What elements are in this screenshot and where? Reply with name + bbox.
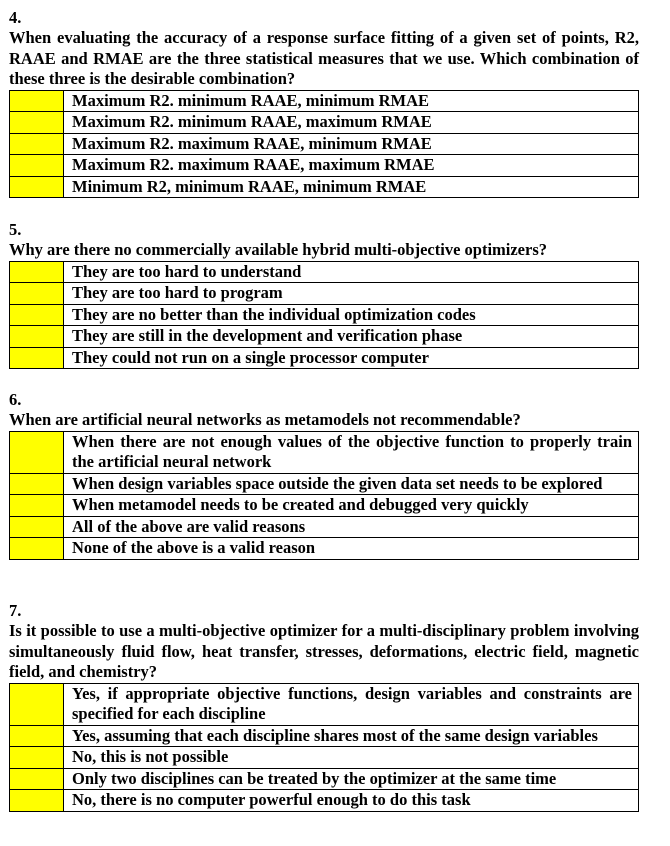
option-row bbox=[10, 347, 639, 369]
option-row bbox=[10, 112, 639, 134]
option-text: No, there is no computer powerful enough to do this task bbox=[64, 790, 639, 812]
option-row bbox=[10, 473, 639, 495]
option-text: They could not run on a single processor computer bbox=[64, 347, 639, 369]
option-text: Maximum R2. minimum RAAE, minimum RMAE bbox=[64, 90, 639, 112]
option-row bbox=[10, 538, 639, 560]
answer-box[interactable] bbox=[10, 538, 64, 560]
answer-box[interactable] bbox=[10, 90, 64, 112]
answer-box[interactable] bbox=[10, 768, 64, 790]
question-4 bbox=[9, 8, 639, 198]
option-row bbox=[10, 683, 639, 725]
question-text: Why are there no commercially available hybrid multi-objective optimizers? bbox=[9, 240, 547, 259]
option-row bbox=[10, 747, 639, 769]
option-text: Only two disciplines can be treated by the optimizer at the same time bbox=[64, 768, 639, 790]
option-text: Yes, assuming that each discipline shares most of the same design variables bbox=[64, 725, 639, 747]
answer-box[interactable] bbox=[10, 516, 64, 538]
question-number: 5. bbox=[9, 220, 22, 239]
option-row bbox=[10, 790, 639, 812]
options-table bbox=[9, 683, 639, 812]
option-text: They are too hard to program bbox=[64, 283, 639, 305]
option-row bbox=[10, 155, 639, 177]
question-number: 4. bbox=[9, 8, 22, 27]
option-text: All of the above are valid reasons bbox=[64, 516, 639, 538]
answer-box[interactable] bbox=[10, 725, 64, 747]
options-table bbox=[9, 261, 639, 370]
option-text: Maximum R2. maximum RAAE, maximum RMAE bbox=[64, 155, 639, 177]
answer-box[interactable] bbox=[10, 304, 64, 326]
answer-box[interactable] bbox=[10, 347, 64, 369]
answer-box[interactable] bbox=[10, 790, 64, 812]
options-table bbox=[9, 90, 639, 199]
answer-box[interactable] bbox=[10, 683, 64, 725]
answer-box[interactable] bbox=[10, 133, 64, 155]
option-row bbox=[10, 304, 639, 326]
option-text: Maximum R2. minimum RAAE, maximum RMAE bbox=[64, 112, 639, 134]
option-row bbox=[10, 326, 639, 348]
answer-box[interactable] bbox=[10, 155, 64, 177]
option-text: They are too hard to understand bbox=[64, 261, 639, 283]
option-row bbox=[10, 725, 639, 747]
option-row bbox=[10, 516, 639, 538]
answer-box[interactable] bbox=[10, 261, 64, 283]
options-table bbox=[9, 431, 639, 560]
question-number: 6. bbox=[9, 390, 22, 409]
answer-box[interactable] bbox=[10, 326, 64, 348]
question-text: When are artificial neural networks as metamodels not recommendable? bbox=[9, 410, 521, 429]
question-text: Is it possible to use a multi-objective optimizer for a multi-disciplinary problem involving simultaneously fluid flow, heat transfer, stresses, deformations, electric field, magnetic field, and chemistry? bbox=[9, 621, 639, 681]
option-text: Minimum R2, minimum RAAE, minimum RMAE bbox=[64, 176, 639, 198]
option-row bbox=[10, 768, 639, 790]
question-5 bbox=[9, 220, 639, 369]
option-text: They are no better than the individual optimization codes bbox=[64, 304, 639, 326]
question-7 bbox=[9, 601, 639, 812]
option-row bbox=[10, 261, 639, 283]
answer-box[interactable] bbox=[10, 112, 64, 134]
answer-box[interactable] bbox=[10, 176, 64, 198]
option-row bbox=[10, 495, 639, 517]
answer-box[interactable] bbox=[10, 747, 64, 769]
answer-box[interactable] bbox=[10, 431, 64, 473]
option-text: Yes, if appropriate objective functions, design variables and constraints are specified for each discipline bbox=[64, 683, 639, 725]
option-text: Maximum R2. maximum RAAE, minimum RMAE bbox=[64, 133, 639, 155]
answer-box[interactable] bbox=[10, 495, 64, 517]
question-text: When evaluating the accuracy of a response surface fitting of a given set of points, R2, RAAE and RMAE are the three statistical measures that we use. Which combination of these three is the desirable combination? bbox=[9, 28, 639, 88]
option-row bbox=[10, 133, 639, 155]
question-6 bbox=[9, 390, 639, 560]
option-text: When there are not enough values of the objective function to properly train the artificial neural network bbox=[64, 431, 639, 473]
answer-box[interactable] bbox=[10, 473, 64, 495]
option-text: No, this is not possible bbox=[64, 747, 639, 769]
option-text: When metamodel needs to be created and debugged very quickly bbox=[64, 495, 639, 517]
option-row bbox=[10, 283, 639, 305]
option-row bbox=[10, 431, 639, 473]
option-row bbox=[10, 90, 639, 112]
option-row bbox=[10, 176, 639, 198]
option-text: They are still in the development and verification phase bbox=[64, 326, 639, 348]
answer-box[interactable] bbox=[10, 283, 64, 305]
option-text: When design variables space outside the given data set needs to be explored bbox=[64, 473, 639, 495]
option-text: None of the above is a valid reason bbox=[64, 538, 639, 560]
question-number: 7. bbox=[9, 601, 22, 620]
